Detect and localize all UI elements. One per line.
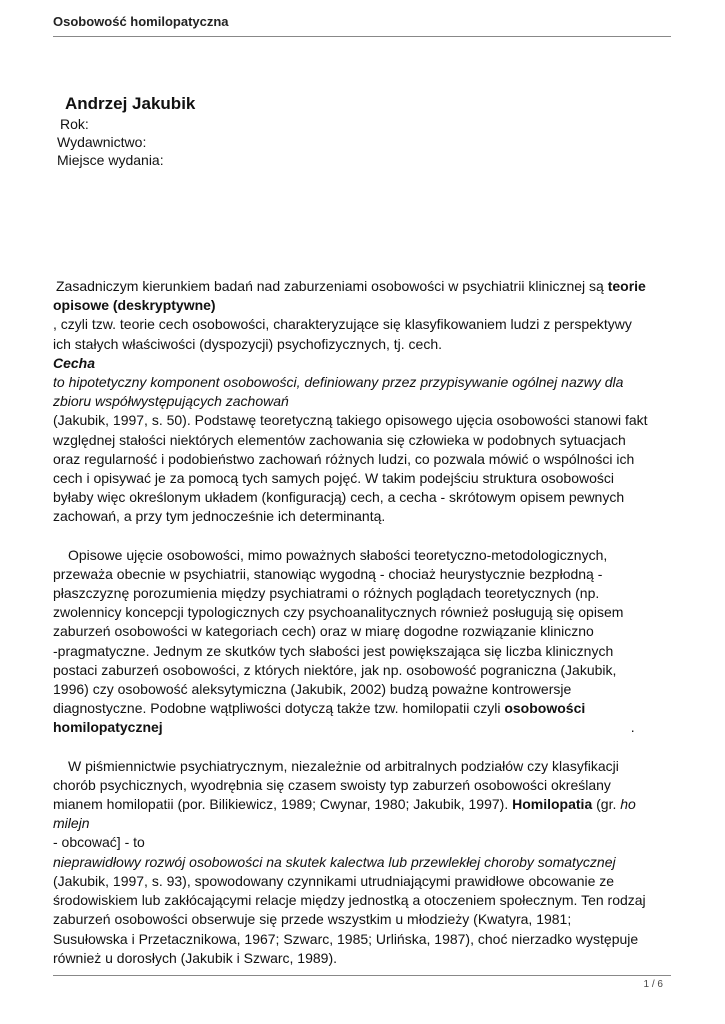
text-line: względnej stałości niektórych elementów zachowania się człowieka w podobnych sytuacjach: [53, 431, 626, 448]
bold-term: Homilopatia: [512, 796, 593, 813]
text-line: [53, 718, 675, 737]
italic-term: milejn: [53, 815, 90, 832]
text-line: (Jakubik, 1997, s. 93), spowodowany czynnikami utrudniającymi prawidłowe obcowanie ze: [53, 872, 615, 889]
text-line: - obcować] - to: [53, 834, 145, 851]
author-name: Andrzej Jakubik: [65, 94, 196, 113]
paragraph-gap: [53, 527, 675, 546]
text-line: również u dorosłych (Jakubik i Szwarc, 1989).: [53, 949, 338, 966]
text-line: postaci zaburzeń osobowości, z których niektóre, jak np. osobowość pograniczna (Jakubik,: [53, 661, 617, 678]
text-line: W piśmiennictwie psychiatrycznym, niezależnie od arbitralnych podziałów czy klasyfikacji: [68, 757, 619, 774]
bold-term: teorie: [607, 278, 646, 294]
header-divider: [53, 36, 671, 37]
definition-line: zbioru współwystępujących zachowań: [53, 393, 289, 410]
text-line: -pragmatyczne. Jednym ze skutków tych słabości jest powiększająca się liczba klinicznych: [53, 642, 614, 659]
text-line: [53, 699, 675, 718]
definition-line: to hipotetyczny komponent osobowości, definiowany przez przypisywanie ogólnej nazwy dla: [53, 374, 624, 391]
text-span: .: [630, 719, 635, 736]
text-line: zachowań, a przy tym jednocześnie ich determinantą.: [53, 508, 386, 525]
meta-place: Miejsce wydania:: [57, 152, 164, 168]
italic-term: ho: [620, 796, 636, 813]
text-line: , czyli tzw. teorie cech osobowości, charakteryzujące się klasyfikowaniem ludzi z perspektywy: [53, 316, 632, 333]
term-heading: Cecha: [53, 354, 96, 371]
page-header-title: Osobowość homilopatyczna: [53, 14, 229, 29]
text-line: (Jakubik, 1997, s. 50). Podstawę teoretyczną takiego opisowego ujęcia osobowości stanowi fakt: [53, 412, 648, 429]
text-line: zaburzeń osobowości w kategoriach cech) oraz w miarę dogodne rozwiązanie kliniczno: [53, 623, 594, 640]
text-line: zaburzeń osobowości obserwuje się przede wszystkim u młodzieży (Kwatyra, 1981;: [53, 911, 572, 928]
text-span: diagnostyczne. Podobne wątpliwości dotyczą także tzw. homilopatii czyli: [53, 700, 505, 717]
text-line: [53, 277, 675, 296]
definition-line: nieprawidłowy rozwój osobowości na skutek kalectwa lub przewlekłej choroby somatycznej: [53, 853, 616, 870]
text-span: (gr.: [592, 796, 621, 813]
publication-meta: [57, 115, 164, 169]
text-span: Zasadniczym kierunkiem badań nad zaburzeniami osobowości w psychiatrii klinicznej są: [56, 278, 608, 294]
text-line: cech i opisywać je za pomocą tych samych pojęć. W takim podejściu struktura osobowości: [53, 470, 615, 487]
text-span: mianem homilopatii (por. Bilikiewicz, 1989; Cwynar, 1980; Jakubik, 1997).: [53, 796, 513, 813]
meta-year: Rok:: [60, 116, 89, 132]
paragraph-gap: [53, 738, 675, 757]
text-line: płaszczyznę porozumienia między psychiatrami o różnych poglądach teoretycznych (np.: [53, 585, 600, 602]
text-line: ich stałych właściwości (dyspozycji) psychofizycznych, tj. cech.: [53, 335, 443, 352]
text-line: Susułowska i Przetacznikowa, 1967; Szwarc, 1985; Urlińska, 1987), choć nierzadko występuje: [53, 930, 639, 947]
text-line: zwolennicy koncepcji typologicznych czy psychoanalitycznych również posługują się opisem: [53, 604, 624, 621]
footer-divider: [53, 975, 671, 976]
text-line: oraz regularność i podobieństwo zachowań różnych ludzi, co pozwala mówić o wspólności ich: [53, 450, 635, 467]
text-line: [53, 795, 675, 814]
meta-publisher: Wydawnictwo:: [57, 134, 147, 150]
text-line: środowiskiem lub zakłócającymi relacje między jednostką a otoczeniem społecznym. Ten rodzaj: [53, 892, 646, 909]
text-line: byłaby więc określonym układem (konfiguracją) cech, a cecha - skrótowym opisem pewnych: [53, 489, 625, 506]
page-number: 1 / 6: [643, 979, 663, 990]
text-line: Opisowe ujęcie osobowości, mimo poważnych słabości teoretyczno-metodologicznych,: [68, 546, 608, 563]
bold-term: osobowości: [504, 700, 586, 717]
text-line: przeważa obecnie w psychiatrii, stanowiąc wygodną - chociaż heurystycznie bezpłodną -: [53, 565, 603, 582]
bold-term: homilopatycznej: [53, 719, 163, 736]
bold-term: opisowe (deskryptywne): [53, 297, 216, 314]
article-body: [53, 277, 675, 968]
text-line: chorób psychicznych, wyodrębnia się czasem swoisty typ zaburzeń osobowości określany: [53, 776, 611, 793]
text-line: 1996) czy osobowość aleksytymiczna (Jakubik, 2002) budzą poważne kontrowersje: [53, 681, 572, 698]
